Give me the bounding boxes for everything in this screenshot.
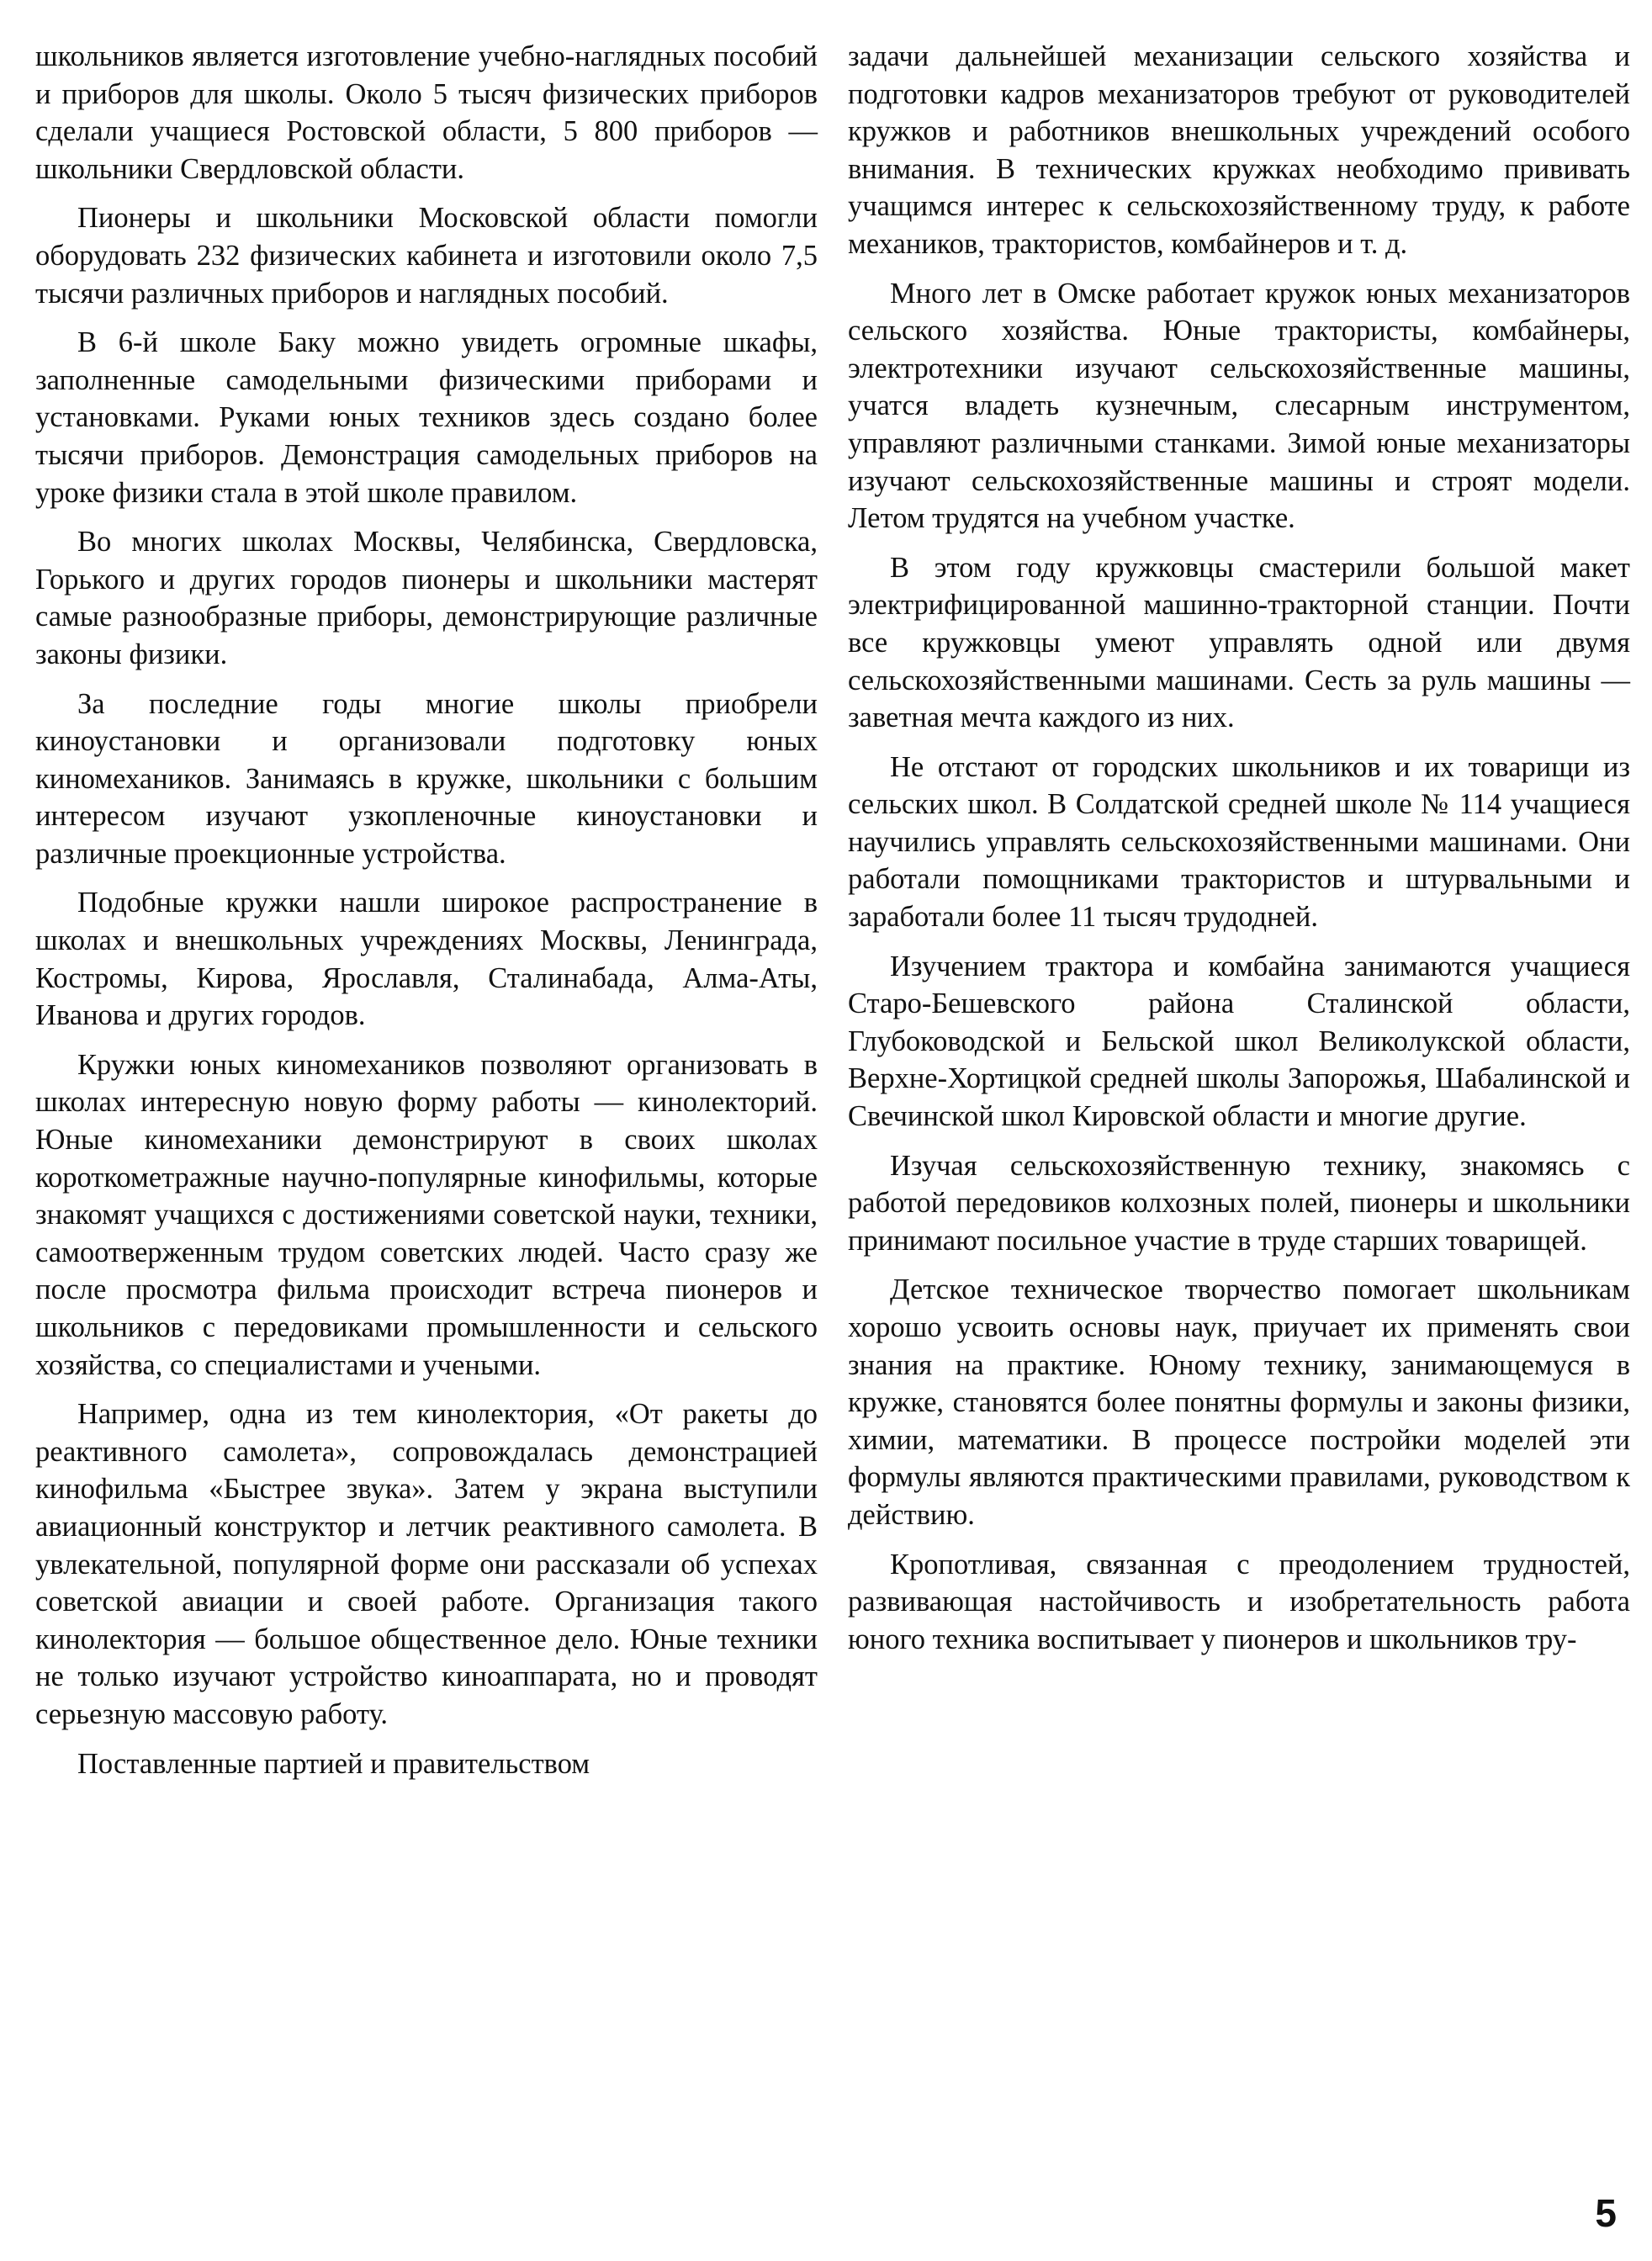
paragraph: Поставленные партией и правительством — [77, 1747, 590, 1780]
paragraph: Детское техническое творчество помогает школьникам хорошо усвоить основы наук, приучает их применять свои знания на практике. Юному технику, занимающемуся в кружке, становятся более понятны формулы и законы физики, химии, математики. В процессе постройки моделей эти формулы являются практическими правилами, руководством к действию. — [848, 1273, 1630, 1531]
paragraph: В 6-й школе Баку можно увидеть огромные шкафы, заполненные самодельными физическими приборами и установками. Руками юных техников здесь создано более тысячи приборов. Демонстрация самодельных приборов на уроке физики стала в этой школе правилом. — [35, 326, 818, 509]
paragraph: В этом году кружковцы смастерили большой макет электрифицированной машинно-тракторной станции. Почти все кружковцы умеют управлять одной или двумя сельскохозяйственными машинами. Сесть за руль машины — заветная мечта каждого из них. — [848, 551, 1630, 734]
paragraph: Кропотливая, связанная с преодолением трудностей, развивающая настойчивость и изобретательность работа юного техника воспитывает у пионеров и школьников тру- — [848, 1548, 1630, 1655]
paragraph: школьников является изготовление учебно-наглядных пособий и приборов для школы. Около 5 тысяч физических приборов сделали учащиеся Ростовской области, 5 800 приборов — школьники Свердловской области. — [35, 40, 818, 185]
paragraph: задачи дальнейшей механизации сельского хозяйства и подготовки кадров механизаторов требуют от руководителей кружков и работников внешкольных учреждений особого внимания. В технических кружках необходимо прививать учащимся интерес к сельскохозяйственному труду, к работе механиков, трактористов, комбайнеров и т. д. — [848, 40, 1630, 260]
paragraph: Во многих школах Москвы, Челябинска, Свердловска, Горького и других городов пионеры и школьники мастерят самые разнообразные приборы, демонстрирующие различные законы физики. — [35, 526, 818, 670]
paragraph: Подобные кружки нашли широкое распространение в школах и внешкольных учреждениях Москвы, Ленинграда, Костромы, Кирова, Ярославля, Сталинабада, Алма-Аты, Иванова и других городов. — [35, 887, 818, 1032]
paragraph: Пионеры и школьники Московской области помогли оборудовать 232 физических кабинета и изготовили около 7,5 тысячи различных приборов и наглядных пособий. — [35, 202, 818, 310]
left-column — [35, 38, 818, 1794]
right-column — [848, 38, 1630, 1670]
paragraph: Изучая сельскохозяйственную технику, знакомясь с работой передовиков колхозных полей, пионеры и школьники принимают посильное участие в труде старших товарищей. — [848, 1149, 1630, 1257]
paragraph: Изучением трактора и комбайна занимаются учащиеся Старо-Бешевского района Сталинской области, Глубоководской и Бельской школ Великолукской области, Верхне-Хортицкой средней школы Запорожья, Шабалинской и Свечинской школ Кировской области и многие другие. — [848, 950, 1630, 1133]
paragraph: Не отстают от городских школьников и их товарищи из сельских школ. В Солдатской средней школе № 114 учащиеся научились управлять сельскохозяйственными машинами. Они работали помощниками трактористов и штурвальными и заработали более 11 тысяч трудодней. — [848, 750, 1630, 934]
paragraph: Например, одна из тем кинолектория, «От ракеты до реактивного самолета», сопровождалась демонстрацией кинофильма «Быстрее звука». Затем у экрана выступили авиационный конструктор и летчик реактивного самолета. В увлекательной, популярной форме они рассказали об успехах советской авиации и своей работе. Организация такого кинолектория — большое общественное дело. Юные техники не только изучают устройство киноаппарата, но и проводят серьезную массовую работу. — [35, 1398, 818, 1730]
paragraph: Кружки юных киномехаников позволяют организовать в школах интересную новую форму работы — кинолекторий. Юные киномеханики демонстрируют в своих школах короткометражные научно-популярные кинофильмы, которые знакомят учащихся с достижениями советской науки, техники, самоотверженным трудом советских людей. Часто сразу же после просмотра фильма происходит встреча пионеров и школьников с передовиками промышленности и сельского хозяйства, со специалистами и учеными. — [35, 1048, 818, 1381]
page-number: 5 — [1595, 2191, 1617, 2235]
paragraph: Много лет в Омске работает кружок юных механизаторов сельского хозяйства. Юные трактористы, комбайнеры, электротехники изучают сельскохозяйственные машины, учатся владеть кузнечным, слесарным инструментом, управляют различными станками. Зимой юные механизаторы изучают сельскохозяйственные машины и строят модели. Летом трудятся на учебном участке. — [848, 277, 1630, 535]
paragraph: За последние годы многие школы приобрели киноустановки и организовали подготовку юных киномехаников. Занимаясь в кружке, школьники с большим интересом изучают узкопленочные киноустановки и различные проекционные устройства. — [35, 687, 818, 870]
